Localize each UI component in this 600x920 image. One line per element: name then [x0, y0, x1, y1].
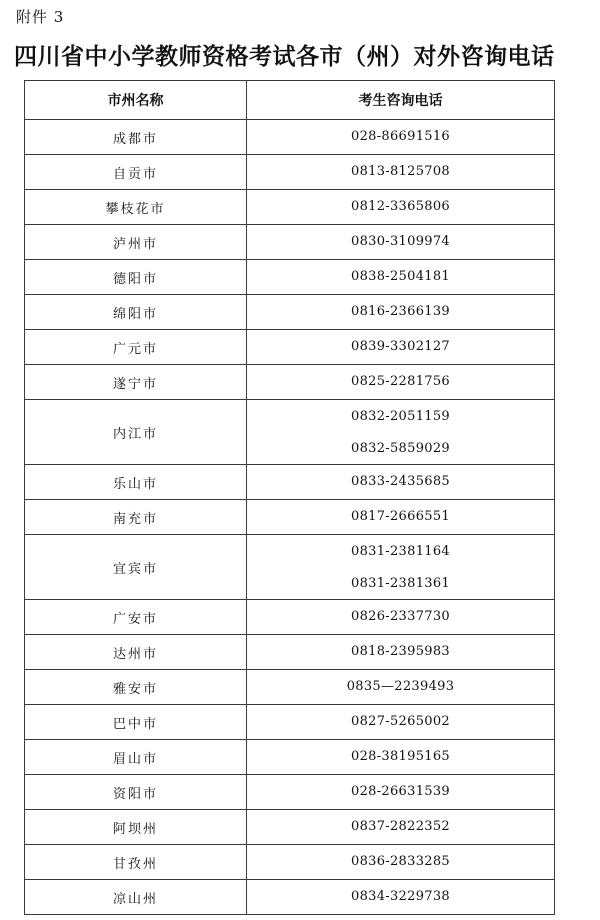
phone-cell — [247, 400, 555, 465]
city-name: 凉山州 — [25, 880, 247, 915]
city-name: 自贡市 — [25, 155, 247, 190]
phone-number: 0836-2833285 — [351, 854, 450, 869]
table-row — [25, 705, 555, 740]
city-name: 巴中市 — [25, 705, 247, 740]
phone-number: 0826-2337730 — [351, 609, 450, 624]
table-header-row — [25, 81, 555, 120]
phone-cell — [247, 225, 555, 260]
phone-number: 0813-8125708 — [351, 164, 450, 179]
appendix-label: 附件 3 — [16, 8, 65, 26]
city-name: 南充市 — [25, 500, 247, 535]
city-name: 泸州市 — [25, 225, 247, 260]
phone-cell — [247, 740, 555, 775]
table-row — [25, 295, 555, 330]
page-title: 四川省中小学教师资格考试各市（州）对外咨询电话 — [14, 43, 555, 70]
phone-number: 0818-2395983 — [351, 644, 450, 659]
table-row — [25, 740, 555, 775]
table-row — [25, 260, 555, 295]
phone-number: 0835—2239493 — [346, 679, 455, 694]
phone-cell — [247, 810, 555, 845]
table-body — [25, 120, 555, 915]
phone-cell — [247, 705, 555, 740]
table-row — [25, 535, 555, 600]
table-row — [25, 400, 555, 465]
phone-number: 0834-3229738 — [351, 889, 450, 904]
phone-cell — [247, 190, 555, 225]
table-row — [25, 365, 555, 400]
phone-cell — [247, 535, 555, 600]
phone-cell — [247, 330, 555, 365]
city-name: 遂宁市 — [25, 365, 247, 400]
header-city: 市州名称 — [25, 81, 247, 120]
phone-number: 0831-2381164 — [351, 544, 450, 559]
table-row — [25, 600, 555, 635]
phone-number: 028-86691516 — [351, 129, 450, 144]
phone-number: 028-26631539 — [351, 784, 450, 799]
city-name: 宜宾市 — [25, 535, 247, 600]
phone-number: 0827-5265002 — [351, 714, 450, 729]
city-name: 阿坝州 — [25, 810, 247, 845]
phone-number: 0816-2366139 — [351, 304, 450, 319]
table-row — [25, 120, 555, 155]
phone-cell — [247, 635, 555, 670]
city-name: 广安市 — [25, 600, 247, 635]
phone-cell — [247, 365, 555, 400]
phone-cell — [247, 465, 555, 500]
table-row — [25, 880, 555, 915]
phone-number: 0832-2051159 — [351, 409, 450, 424]
header-phone: 考生咨询电话 — [247, 81, 555, 120]
city-name: 雅安市 — [25, 670, 247, 705]
city-name: 攀枝花市 — [25, 190, 247, 225]
phone-cell — [247, 260, 555, 295]
phone-number: 0833-2435685 — [351, 474, 450, 489]
phone-number: 0837-2822352 — [351, 819, 450, 834]
phone-cell — [247, 155, 555, 190]
contact-table — [24, 80, 555, 915]
phone-number: 0812-3365806 — [351, 199, 450, 214]
city-name: 内江市 — [25, 400, 247, 465]
phone-cell — [247, 120, 555, 155]
city-name: 绵阳市 — [25, 295, 247, 330]
phone-cell — [247, 880, 555, 915]
phone-number: 0831-2381361 — [351, 576, 450, 591]
phone-number: 028-38195165 — [351, 749, 450, 764]
phone-number: 0830-3109974 — [351, 234, 450, 249]
phone-cell — [247, 600, 555, 635]
table-row — [25, 635, 555, 670]
city-name: 甘孜州 — [25, 845, 247, 880]
phone-cell — [247, 500, 555, 535]
table-row — [25, 775, 555, 810]
table-row — [25, 330, 555, 365]
city-name: 达州市 — [25, 635, 247, 670]
phone-number: 0832-5859029 — [351, 441, 450, 456]
phone-number: 0839-3302127 — [351, 339, 450, 354]
phone-cell — [247, 775, 555, 810]
city-name: 资阳市 — [25, 775, 247, 810]
phone-number: 0825-2281756 — [351, 374, 450, 389]
phone-cell — [247, 295, 555, 330]
table-row — [25, 190, 555, 225]
city-name: 成都市 — [25, 120, 247, 155]
city-name: 德阳市 — [25, 260, 247, 295]
table-row — [25, 845, 555, 880]
phone-cell — [247, 670, 555, 705]
phone-number: 0817-2666551 — [351, 509, 450, 524]
table-row — [25, 810, 555, 845]
city-name: 乐山市 — [25, 465, 247, 500]
table-row — [25, 155, 555, 190]
city-name: 广元市 — [25, 330, 247, 365]
phone-cell — [247, 845, 555, 880]
table-row — [25, 670, 555, 705]
phone-number: 0838-2504181 — [351, 269, 450, 284]
city-name: 眉山市 — [25, 740, 247, 775]
table-row — [25, 500, 555, 535]
table-row — [25, 465, 555, 500]
table-row — [25, 225, 555, 260]
